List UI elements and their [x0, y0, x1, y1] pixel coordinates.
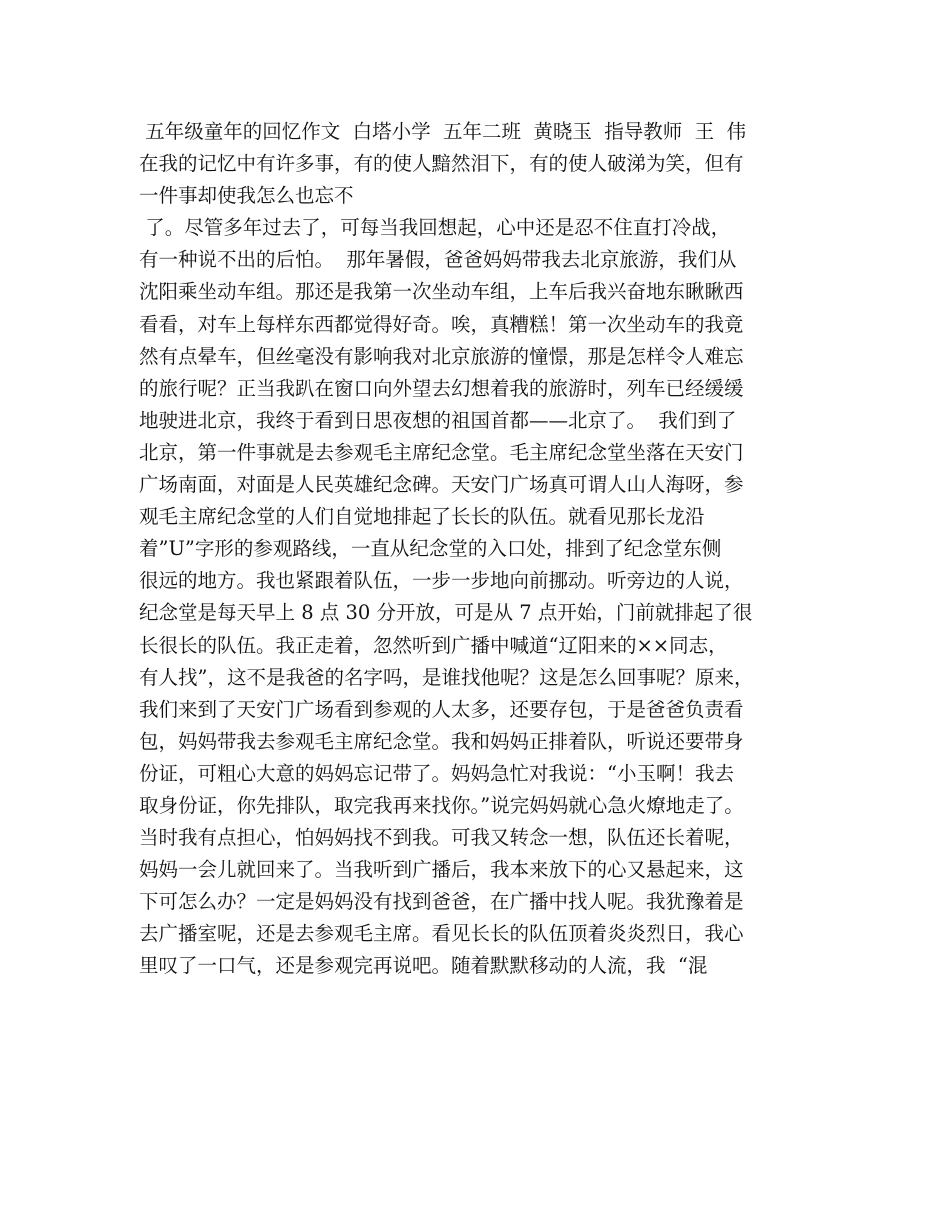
paragraph-line: 着”U”字形的参观路线，一直从纪念堂的入口处，排到了纪念堂东侧	[139, 537, 722, 561]
essay-title-line: 五年级童年的回忆作文 白塔小学 五年二班 黄晓玉 指导教师 王 伟	[139, 120, 747, 143]
paragraph-line: 然有点晕车，但丝毫没有影响我对北京旅游的憧憬，那是怎样令人难忘	[139, 344, 744, 368]
paragraph-line: 我们来到了天安门广场看到参观的人太多，还要存包，于是爸爸负责看	[139, 697, 744, 721]
paragraph-line: 有一种说不出的后怕。 那年暑假，爸爸妈妈带我去北京旅游，我们从	[139, 248, 737, 272]
paragraph-line: 下可怎么办？一定是妈妈没有找到爸爸，在广播中找人呢。我犹豫着是	[139, 890, 744, 914]
essay-body	[139, 116, 829, 983]
paragraph-line: 在我的记忆中有许多事，有的使人黯然泪下，有的使人破涕为笑，但有	[139, 152, 744, 176]
paragraph-line: 的旅行呢？正当我趴在窗口向外望去幻想着我的旅游时，列车已经缓缓	[139, 376, 744, 400]
paragraph-line: 妈妈一会儿就回来了。当我听到广播后，我本来放下的心又悬起来，这	[139, 858, 744, 882]
paragraph-line: 地驶进北京，我终于看到日思夜想的祖国首都——北京了。 我们到了	[139, 408, 737, 432]
paragraph-line: 很远的地方。我也紧跟着队伍，一步一步地向前挪动。听旁边的人说，	[139, 569, 744, 593]
paragraph-line: 纪念堂是每天早上 8 点 30 分开放，可是从 7 点开始，门前就排起了很	[139, 601, 753, 625]
paragraph-line: 沈阳乘坐动车组。那还是我第一次坐动车组，上车后我兴奋地东瞅瞅西	[139, 280, 744, 304]
paragraph-line: 长很长的队伍。我正走着，忽然听到广播中喊道“辽阳来的××同志，	[139, 633, 728, 657]
paragraph-line: 取身份证，你先排队，取完我再来找你。”说完妈妈就心急火燎地走了。	[139, 793, 744, 817]
paragraph-line: 份证，可粗心大意的妈妈忘记带了。妈妈急忙对我说：“小玉啊！我去	[139, 761, 734, 785]
paragraph-line: 看看，对车上每样东西都觉得好奇。唉，真糟糕！第一次坐动车的我竟	[139, 312, 744, 336]
paragraph-line: 去广播室呢，还是去参观毛主席。看见长长的队伍顶着炎炎烈日，我心	[139, 922, 744, 946]
paragraph-line: 当时我有点担心，怕妈妈找不到我。可我又转念一想，队伍还长着呢，	[139, 826, 744, 850]
paragraph-line: 里叹了一口气，还是参观完再说吧。随着默默移动的人流，我 “混	[139, 954, 708, 978]
paragraph-line: 了。尽管多年过去了，可每当我回想起，心中还是忍不住直打冷战，	[139, 216, 731, 240]
paragraph-line: 北京，第一件事就是去参观毛主席纪念堂。毛主席纪念堂坐落在天安门	[139, 440, 744, 464]
paragraph-line: 包，妈妈带我去参观毛主席纪念堂。我和妈妈正排着队，听说还要带身	[139, 729, 744, 753]
paragraph-line: 一件事却使我怎么也忘不	[139, 184, 354, 208]
paragraph-line: 广场南面，对面是人民英雄纪念碑。天安门广场真可谓人山人海呀，参	[139, 473, 744, 497]
paragraph-line: 观毛主席纪念堂的人们自觉地排起了长长的队伍。就看见那长龙沿	[139, 505, 705, 529]
paragraph-line: 有人找”，这不是我爸的名字吗，是谁找他呢？这是怎么回事呢？原来，	[139, 665, 754, 689]
